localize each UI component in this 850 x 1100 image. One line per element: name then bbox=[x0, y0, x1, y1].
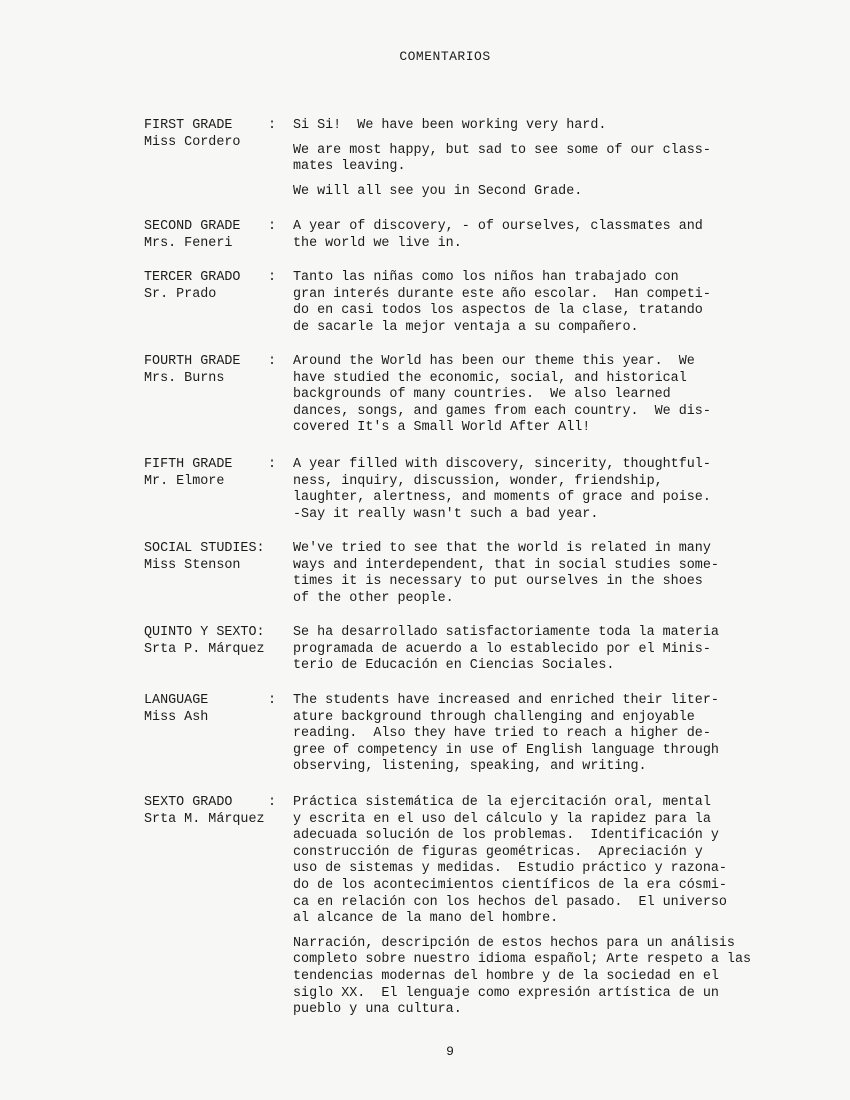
comment-paragraph: Tanto las niñas como los niños han trabajado con gran interés durante este año escolar. Han competi- do en casi todos los aspectos de la clase, tratando de sacarle la mejor ventaja a su compañero. bbox=[293, 270, 711, 335]
page-number: 9 bbox=[446, 1044, 454, 1059]
comment-paragraph: We've tried to see that the world is related in many ways and interdependent, that in social studies some- times it is necessary to put ourselves in the shoes of the other people. bbox=[293, 541, 719, 606]
comment-paragraph: Narración, descripción de estos hechos para un análisis completo sobre nuestro idioma español; Arte respeto a las tendencias modernas del hombre y de la sociedad en el siglo XX. El lenguaje como expresión artística de un pueblo y una cultura. bbox=[293, 935, 752, 1018]
teacher-name: Mrs. Feneri bbox=[144, 235, 233, 251]
grade-label: FOURTH GRADE bbox=[144, 354, 241, 369]
comment-paragraph: We will all see you in Second Grade. bbox=[293, 183, 583, 199]
comment-paragraph: Se ha desarrollado satisfactoriamente toda la materia programada de acuerdo a lo establecido por el Minis- terio de Educación en Ciencias Sociales. bbox=[293, 625, 719, 674]
teacher-name: Miss Stenson bbox=[144, 557, 241, 573]
teacher-name: Miss Ash bbox=[144, 709, 209, 725]
separator-colon: : bbox=[268, 270, 277, 285]
teacher-name: Mrs. Burns bbox=[144, 370, 225, 386]
grade-label: SEXTO GRADO bbox=[144, 795, 233, 810]
separator-colon: : bbox=[268, 795, 277, 810]
comment-paragraph: The students have increased and enriched their liter- ature background through challenging and enjoyable reading. Also they have tried to reach a higher de- gree of competency in use of English language through observing, listening, speaking, and writing. bbox=[293, 693, 719, 775]
comment-paragraph: Around the World has been our theme this year. We have studied the economic, social, and historical backgrounds of many countries. We also learned dances, songs, and games from each country. We dis- covered It's a Small World After All! bbox=[293, 354, 711, 436]
teacher-name: Srta M. Márquez bbox=[144, 811, 265, 827]
comment-paragraph: We are most happy, but sad to see some of our class- mates leaving. bbox=[293, 142, 711, 175]
grade-label: LANGUAGE bbox=[144, 693, 209, 708]
separator-colon: : bbox=[268, 219, 277, 234]
teacher-name: Srta P. Márquez bbox=[144, 641, 265, 657]
page-title: COMENTARIOS bbox=[399, 49, 491, 64]
grade-label: SOCIAL STUDIES: bbox=[144, 541, 265, 556]
grade-label: QUINTO Y SEXTO: bbox=[144, 625, 265, 640]
separator-colon: : bbox=[268, 354, 277, 369]
comment-paragraph: Si Si! We have been working very hard. bbox=[293, 118, 607, 133]
comment-paragraph: A year of discovery, - of ourselves, classmates and the world we live in. bbox=[293, 219, 703, 251]
separator-colon: : bbox=[268, 118, 277, 133]
teacher-name: Sr. Prado bbox=[144, 286, 217, 302]
comment-paragraph: A year filled with discovery, sincerity, thoughtful- ness, inquiry, discussion, wonder, friendship, laughter, alertness, and moments of grace and poise. -Say it really wasn't such a bad year. bbox=[293, 457, 711, 522]
grade-label: TERCER GRADO bbox=[144, 270, 241, 285]
separator-colon: : bbox=[268, 457, 277, 472]
teacher-name: Miss Cordero bbox=[144, 134, 241, 150]
teacher-name: Mr. Elmore bbox=[144, 473, 225, 489]
grade-label: FIRST GRADE bbox=[144, 118, 233, 133]
comment-paragraph: Práctica sistemática de la ejercitación oral, mental y escrita en el uso del cálculo y la rapidez para la adecuada solución de los problemas. Identificación y construcción de figuras geométricas. Apreciación y uso de sistemas y medidas. Estudio práctico y razona- do de los acontecimientos científicos de la era cósmi- ca en relación con los hechos del pasado. El universo al alcance de la mano del hombre. bbox=[293, 795, 727, 927]
grade-label: FIFTH GRADE bbox=[144, 457, 233, 472]
separator-colon: : bbox=[268, 693, 277, 708]
grade-label: SECOND GRADE bbox=[144, 219, 241, 234]
